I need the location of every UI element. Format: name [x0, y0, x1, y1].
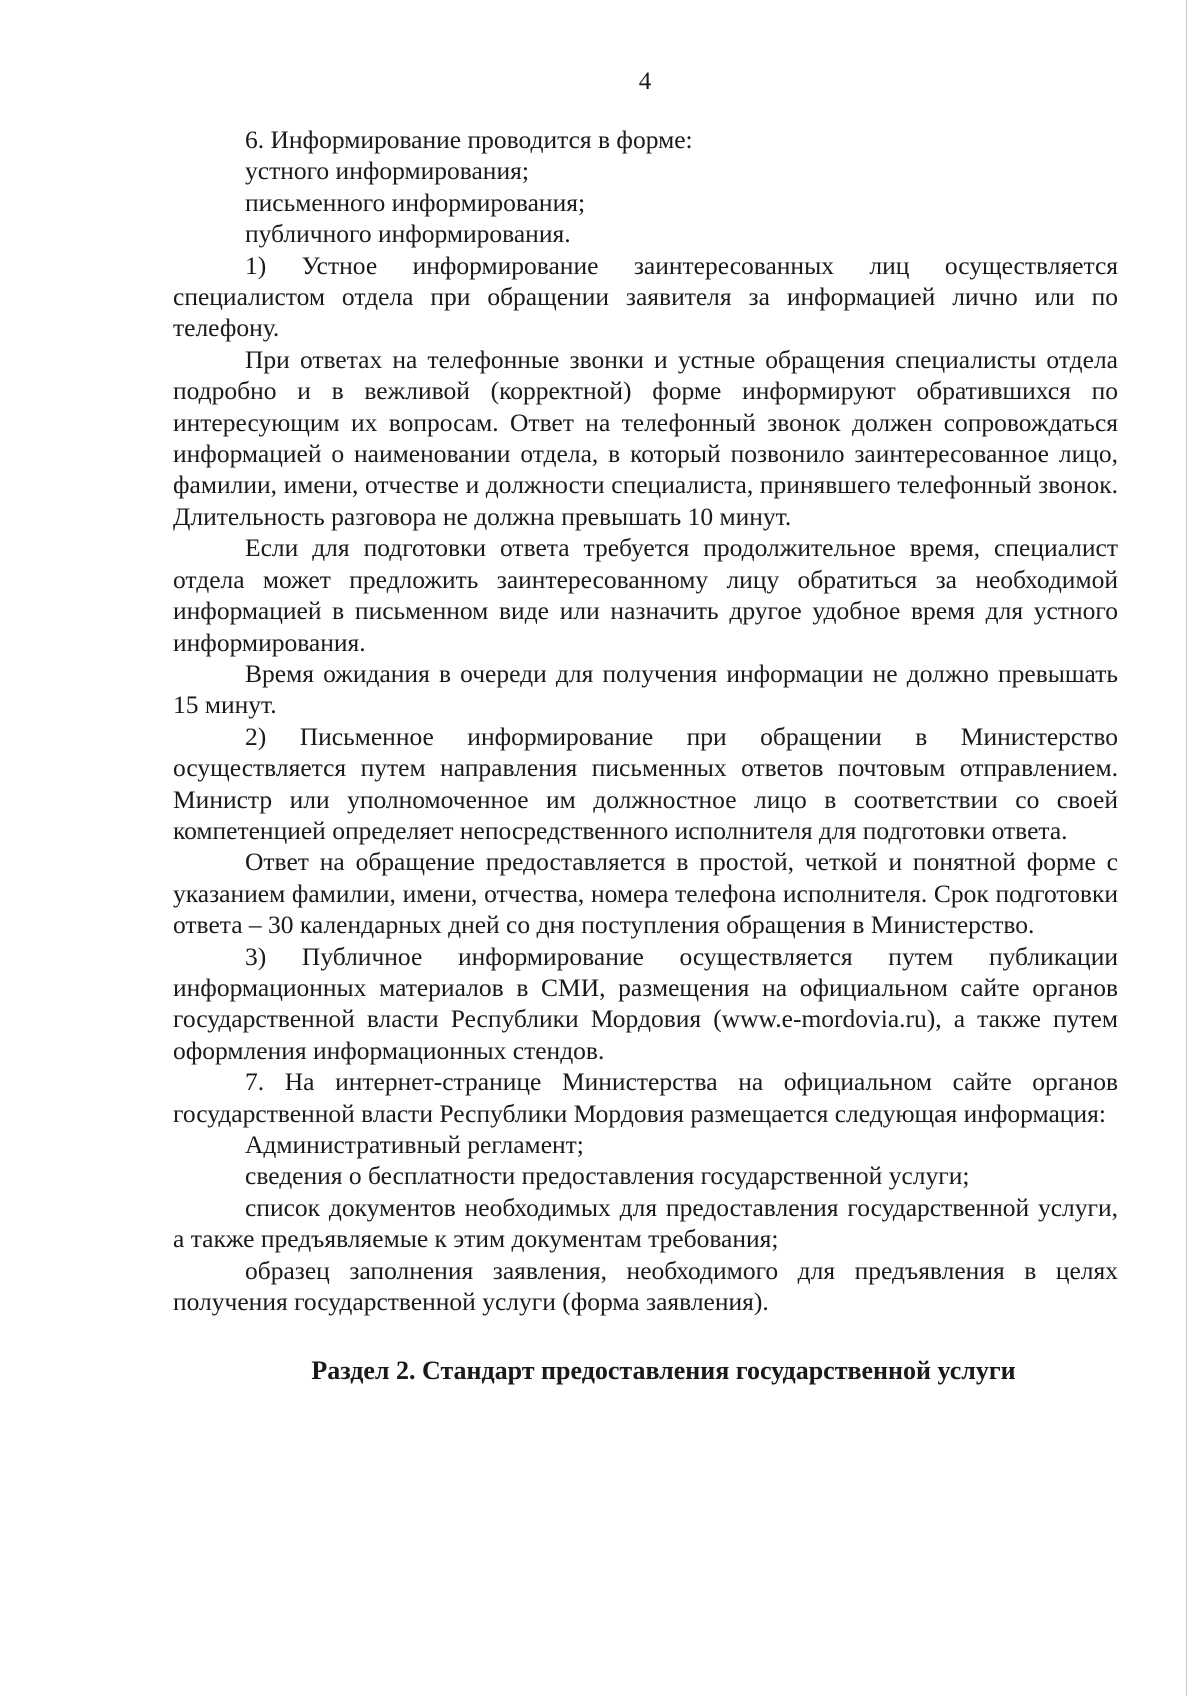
paragraph: Административный регламент; — [245, 1130, 584, 1159]
paragraph: устного информирования; — [245, 156, 529, 186]
paragraph: 2) Письменное информирование при обращении в Министерство осуществляется путем направления письменных ответов почтовым отправлением. Министр или уполномоченное им должностное лицо в соответствии со своей компетенцией определяет непосредственного исполнителя для подготовки ответа. — [173, 721, 1118, 845]
document-body — [173, 124, 1118, 1387]
paragraph: сведения о бесплатности предоставления государственной услуги; — [245, 1161, 970, 1191]
paragraph: публичного информирования. — [245, 219, 571, 249]
paragraph: 7. На интернет-странице Министерства на официальном сайте органов государственной власти Республики Мордовия размещается следующая информация: — [173, 1067, 1118, 1128]
paragraph: список документов необходимых для предоставления государственной услуги, а также предъявляемые к этим документам требования; — [173, 1192, 1118, 1254]
paragraph: При ответах на телефонные звонки и устные обращения специалисты отдела подробно и в вежливой (корректной) форме информируют обратившихся по интересующим их вопросам. Ответ на телефонный звонок должен сопровождаться информацией о наименовании отдела, в который позвонило заинтересованное лицо, фамилии, имени, отчестве и должности специалиста, принявшего телефонный звонок. Длительность разговора не должна превышать 10 минут. — [173, 344, 1118, 531]
paragraph: 3) Публичное информирование осуществляется путем публикации информационных материалов в СМИ, размещения на официальном сайте органов государственной власти Республики Мордовия (www.e-mordovia.ru), а также путем оформления информационных стендов. — [173, 941, 1118, 1065]
paragraph: образец заполнения заявления, необходимого для предъявления в целях получения государственной услуги (форма заявления). — [173, 1255, 1118, 1317]
paragraph: Время ожидания в очереди для получения информации не должно превышать 15 минут. — [173, 658, 1118, 720]
section-title: Раздел 2. Стандарт предоставления государственной услуги — [311, 1356, 1016, 1386]
paragraph: Ответ на обращение предоставляется в простой, четкой и понятной форме с указанием фамилии, имени, отчества, номера телефона исполнителя. Срок подготовки ответа – 30 календарных дней со дня поступления обращения в Министерство. — [173, 847, 1118, 940]
paragraph: 1) Устное информирование заинтересованных лиц осуществляется специалистом отдела при обращении заявителя за информацией лично или по телефону. — [173, 250, 1118, 343]
paragraph: письменного информирования; — [245, 187, 586, 217]
paragraph: Если для подготовки ответа требуется продолжительное время, специалист отдела может предложить заинтересованному лицу обратиться за необходимой информацией в письменном виде или назначить другое удобное время для устного информирования. — [173, 533, 1118, 657]
page-number: 4 — [638, 68, 652, 95]
scan-edge-line — [1186, 0, 1187, 1696]
paragraph: 6. Информирование проводится в форме: — [245, 125, 693, 154]
